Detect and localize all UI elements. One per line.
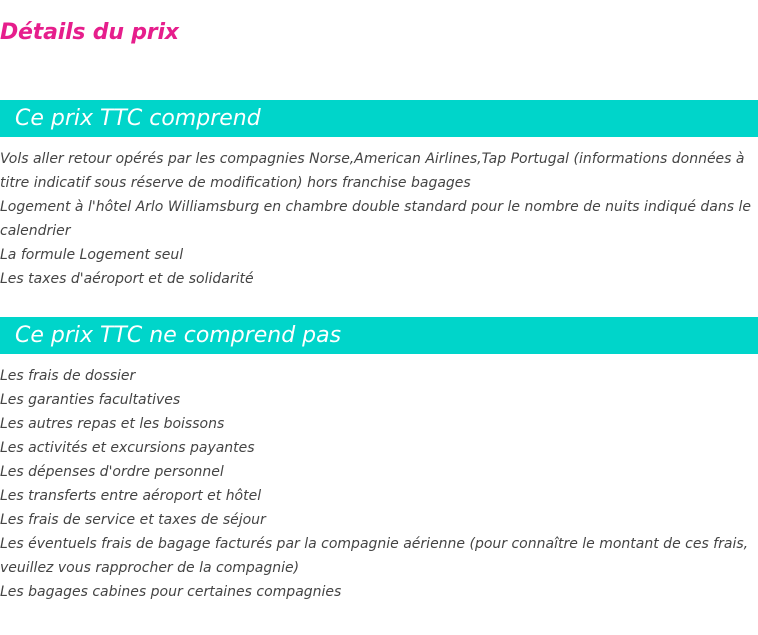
page-title: Détails du prix	[0, 20, 179, 45]
excludes-item: Les activités et excursions payantes	[0, 440, 255, 456]
includes-item: Les taxes d'aéroport et de solidarité	[0, 271, 254, 287]
section-excludes-heading: Ce prix TTC ne comprend pas	[0, 317, 758, 354]
excludes-item: Les frais de dossier	[0, 368, 136, 384]
excludes-list	[0, 364, 758, 604]
excludes-item: Les dépenses d'ordre personnel	[0, 464, 224, 480]
excludes-item: Les éventuels frais de bagage facturés par la compagnie aérienne (pour connaître le montant de ces frais, veuillez vous rapprocher de la compagnie)	[0, 536, 749, 576]
includes-list	[0, 147, 758, 291]
excludes-item: Les bagages cabines pour certaines compagnies	[0, 584, 342, 600]
excludes-item: Les autres repas et les boissons	[0, 416, 225, 432]
excludes-item: Les frais de service et taxes de séjour	[0, 512, 266, 528]
includes-item: Vols aller retour opérés par les compagnies Norse,American Airlines,Tap Portugal (informations données à titre indicatif sous réserve de modification) hors franchise bagages	[0, 151, 745, 191]
section-includes-heading: Ce prix TTC comprend	[0, 100, 758, 137]
includes-item: La formule Logement seul	[0, 247, 184, 263]
excludes-item: Les transferts entre aéroport et hôtel	[0, 488, 262, 504]
includes-item: Logement à l'hôtel Arlo Williamsburg en chambre double standard pour le nombre de nuits indiqué dans le calendrier	[0, 199, 752, 239]
excludes-item: Les garanties facultatives	[0, 392, 181, 408]
